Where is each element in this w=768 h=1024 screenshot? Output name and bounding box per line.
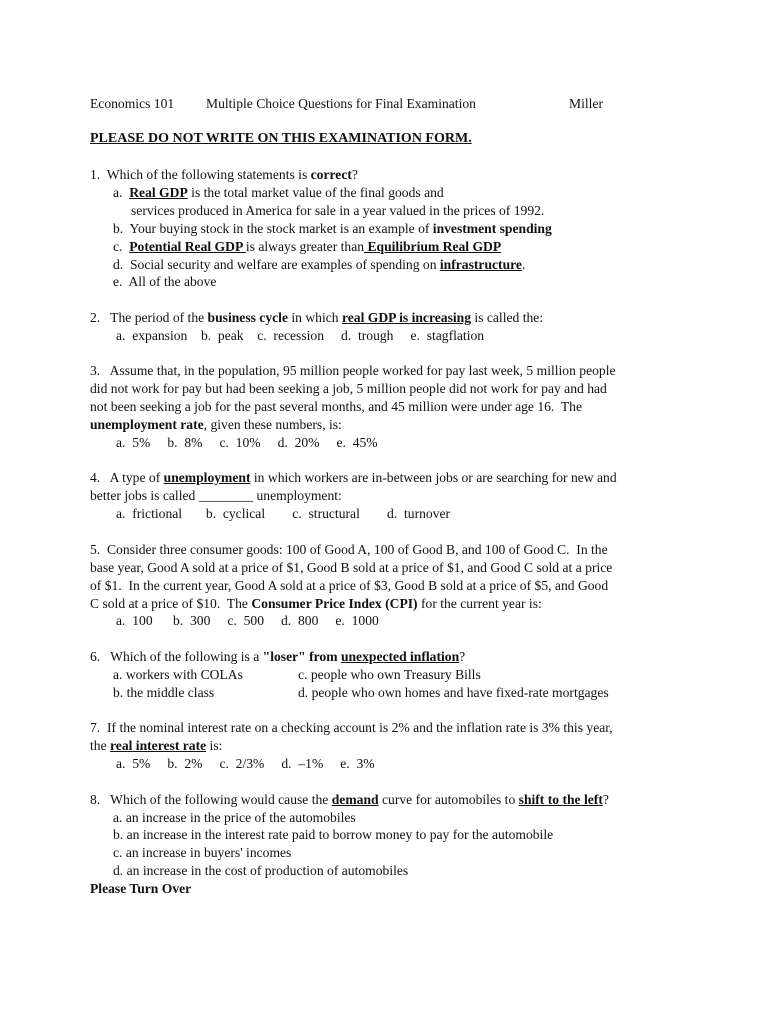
stem-text: 4. A type of <box>90 470 164 485</box>
question-6-option-a: a. workers with COLAs <box>113 667 243 682</box>
question-3-line-1: 3. Assume that, in the population, 95 million people worked for pay last week, 5 million people <box>90 363 616 378</box>
stem-text-3: is called the: <box>471 310 544 325</box>
stem-term: unemployment <box>163 470 251 485</box>
question-number: 1. <box>90 167 101 182</box>
option-term: infrastructure <box>439 257 522 272</box>
question-5-line-4 <box>90 595 542 613</box>
question-2-options: a. expansion b. peak c. recession d. trough e. stagflation <box>116 328 485 343</box>
question-8-option-b: b. an increase in the interest rate paid to borrow money to pay for the automobile <box>113 827 554 842</box>
question-1-option-b <box>113 220 552 238</box>
question-1-option-d <box>113 256 525 274</box>
stem-text-2: is: <box>206 738 223 753</box>
question-5-options: a. 100 b. 300 c. 500 d. 800 e. 1000 <box>116 613 379 628</box>
stem-term: "loser" from <box>262 649 341 664</box>
stem-text-end: ? <box>351 167 358 182</box>
option-text-end: . <box>521 257 526 272</box>
question-1-option-a <box>113 184 444 202</box>
stem-text: Which of the following statements is <box>106 167 311 182</box>
question-6-option-b: b. the middle class <box>113 685 215 700</box>
question-7-line-2 <box>90 737 222 755</box>
option-term: Real GDP <box>129 185 188 200</box>
answer-blank: ________ <box>198 488 254 503</box>
page-footer: Please Turn Over <box>90 881 192 896</box>
stem-term: real interest rate <box>110 738 207 753</box>
stem-text-2: in which workers are in-between jobs or are searching for new and <box>250 470 617 485</box>
option-term: investment spending <box>432 221 552 236</box>
option-text: All of the above <box>128 274 217 289</box>
stem-term: Consumer Price Index (CPI) <box>251 596 418 611</box>
question-6-option-c: c. people who own Treasury Bills <box>298 667 481 682</box>
question-8-stem <box>90 791 609 809</box>
stem-text-2: unemployment: <box>253 488 342 503</box>
exam-notice: PLEASE DO NOT WRITE ON THIS EXAMINATION FORM. <box>90 131 472 146</box>
option-text: Your buying stock in the stock market is an example of <box>129 221 433 236</box>
question-5-line-1: 5. Consider three consumer goods: 100 of Good A, 100 of Good B, and 100 of Good C. In the <box>90 542 608 557</box>
question-7-line-1: 7. If the nominal interest rate on a checking account is 2% and the inflation rate is 3% this year, <box>90 720 613 735</box>
question-3-line-3: not been seeking a job for the past several months, and 45 million were under age 16. The <box>90 399 583 414</box>
option-text: is always greater than <box>245 239 365 254</box>
question-8-option-a: a. an increase in the price of the automobiles <box>113 810 356 825</box>
option-label: c. <box>113 239 123 254</box>
option-text: Social security and welfare are examples of spending on <box>130 257 440 272</box>
question-3-line-4 <box>90 416 342 434</box>
question-4-line-2 <box>90 487 342 505</box>
stem-term-3: to the left <box>544 792 603 807</box>
option-term-2: Equilibrium Real GDP <box>364 239 502 254</box>
question-4-line-1 <box>90 469 617 487</box>
stem-text: C sold at a price of $10. The <box>90 596 252 611</box>
stem-term-2: shift <box>518 792 545 807</box>
question-8-option-d: d. an increase in the cost of production of automobiles <box>113 863 409 878</box>
question-4-options: a. frictional b. cyclical c. structural d. turnover <box>116 506 451 521</box>
question-number: 2. <box>90 310 101 325</box>
stem-text: , given these numbers, is: <box>203 417 342 432</box>
stem-text-end: ? <box>459 649 466 664</box>
option-term: Potential Real GDP <box>129 239 246 254</box>
question-1-stem <box>90 166 358 184</box>
question-1-option-c <box>113 238 501 256</box>
stem-text: the <box>90 738 111 753</box>
stem-term: business cycle <box>207 310 288 325</box>
course-name: Economics 101 <box>90 96 175 111</box>
question-3-line-2: did not work for pay but had been seeking a job, 5 million people did not work for pay and had <box>90 381 607 396</box>
option-label: b. <box>113 221 124 236</box>
question-1-option-e <box>113 273 216 291</box>
stem-text-2: for the current year is: <box>417 596 542 611</box>
stem-term: demand <box>331 792 379 807</box>
stem-text: 6. Which of the following is a <box>90 649 263 664</box>
question-6-option-d: d. people who own homes and have fixed-rate mortgages <box>298 685 609 700</box>
stem-text-end: ? <box>602 792 609 807</box>
stem-term-2: unexpected inflation <box>340 649 460 664</box>
instructor-name: Miller <box>569 96 603 111</box>
stem-term-2: real GDP is increasing <box>341 310 471 325</box>
stem-term: unemployment rate <box>90 417 204 432</box>
question-2-stem <box>90 309 543 327</box>
question-8-option-c: c. an increase in buyers' incomes <box>113 845 292 860</box>
option-label: a. <box>113 185 123 200</box>
question-7-options: a. 5% b. 2% c. 2/3% d. –1% e. 3% <box>116 756 375 771</box>
question-3-options: a. 5% b. 8% c. 10% d. 20% e. 45% <box>116 435 378 450</box>
exam-title: Multiple Choice Questions for Final Examination <box>206 96 476 111</box>
stem-text: The period of the <box>110 310 208 325</box>
question-6-stem <box>90 648 465 666</box>
stem-text: 8. Which of the following would cause the <box>90 792 332 807</box>
stem-text: better jobs is called <box>90 488 199 503</box>
question-5-line-3: of $1. In the current year, Good A sold at a price of $3, Good B sold at a price of $5, and Good <box>90 578 609 593</box>
option-text: is the total market value of the final goods and <box>187 185 444 200</box>
question-5-line-2: base year, Good A sold at a price of $1, Good B sold at a price of $1, and Good C sold at a price <box>90 560 613 575</box>
question-1-option-a-cont: services produced in America for sale in a year valued in the prices of 1992. <box>131 203 545 218</box>
stem-text-2: in which <box>287 310 342 325</box>
option-label: d. <box>113 257 124 272</box>
stem-emphasis: correct <box>310 167 352 182</box>
option-label: e. <box>113 274 123 289</box>
stem-text-2: curve for automobiles to <box>378 792 519 807</box>
